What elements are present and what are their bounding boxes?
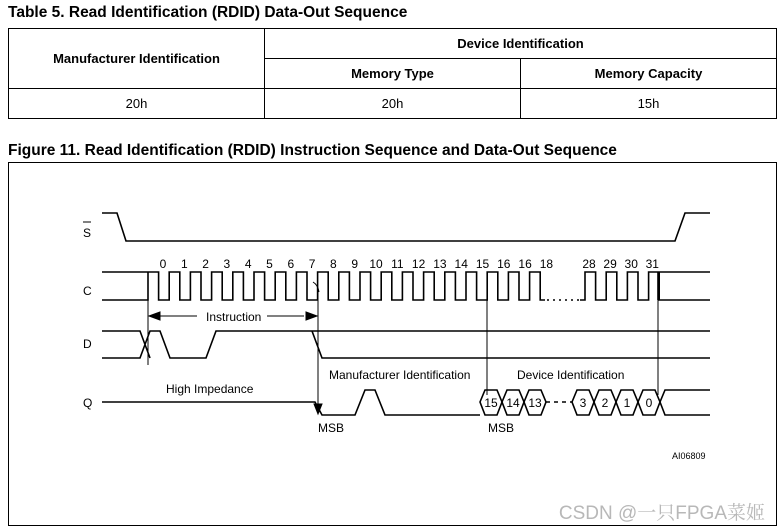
clock-label: 1	[180, 257, 188, 271]
bit-label: 15	[484, 396, 498, 410]
signal-c-label: C	[83, 284, 92, 298]
clock-label: 3	[223, 257, 231, 271]
signal-q-label: Q	[83, 396, 93, 410]
figure-title: Figure 11. Read Identification (RDID) Instruction Sequence and Data-Out Sequence	[8, 142, 617, 159]
clock-label: 15	[475, 257, 490, 271]
header-memory-capacity: Memory Capacity	[521, 59, 777, 89]
msb-label-1: MSB	[318, 421, 345, 435]
clock-label: 14	[454, 257, 468, 271]
bit-label: 3	[579, 396, 587, 410]
clock-label: 6	[287, 257, 295, 271]
signal-d-label: D	[83, 337, 92, 351]
arrow-left-icon	[149, 312, 160, 320]
clock-label: 12	[411, 257, 426, 271]
signal-s-label: S	[83, 226, 92, 240]
manufacturer-id-label: Manufacturer Identification	[329, 368, 471, 382]
clock-label: 29	[603, 257, 617, 271]
clock-label: 4	[244, 257, 252, 271]
watermark: CSDN @一只FPGA菜姬	[558, 503, 765, 524]
clock-label: 13	[433, 257, 447, 271]
clock-label: 10	[369, 257, 383, 271]
bit-label: 14	[506, 396, 520, 410]
clock-label: 11	[391, 257, 404, 271]
clock-label: 18	[539, 257, 554, 271]
q-waveform-end	[660, 390, 710, 415]
arrow-right-icon	[306, 312, 317, 320]
clock-label: 16	[518, 257, 532, 271]
clock-label: 7	[308, 257, 316, 271]
cell-memory-type: 20h	[265, 89, 521, 119]
msb-label-2: MSB	[488, 421, 515, 435]
clock-label: 5	[266, 257, 273, 271]
clock-label: 30	[624, 257, 638, 271]
instruction-label: Instruction	[206, 310, 262, 324]
cell-manufacturer: 20h	[9, 89, 265, 119]
c-waveform-part2	[580, 272, 710, 300]
clock-label: 8	[330, 257, 337, 271]
clock-label: 9	[351, 257, 359, 271]
s-waveform	[102, 213, 710, 241]
cell-memory-capacity: 15h	[521, 89, 777, 119]
table-title: Table 5. Read Identification (RDID) Data-Out Sequence	[8, 4, 408, 21]
bit-label: 13	[528, 396, 542, 410]
clock-label: 2	[202, 257, 209, 271]
clock-label: 31	[645, 257, 659, 271]
header-memory-type: Memory Type	[265, 59, 521, 89]
figure-code: AI06809	[672, 451, 706, 461]
header-device: Device Identification	[265, 29, 777, 59]
bit-label: 1	[623, 396, 631, 410]
q-waveform	[102, 390, 480, 415]
device-id-label: Device Identification	[517, 368, 625, 382]
high-impedance-label: High Impedance	[166, 382, 254, 396]
clock-label: 0	[159, 257, 167, 271]
bit-label: 0	[645, 396, 653, 410]
bit-label: 2	[601, 396, 609, 410]
clock-label: 16	[497, 257, 511, 271]
clock-label: 28	[582, 257, 596, 271]
header-manufacturer: Manufacturer Identification	[9, 29, 265, 89]
d-waveform	[102, 331, 710, 358]
c-waveform-part1	[102, 272, 545, 300]
